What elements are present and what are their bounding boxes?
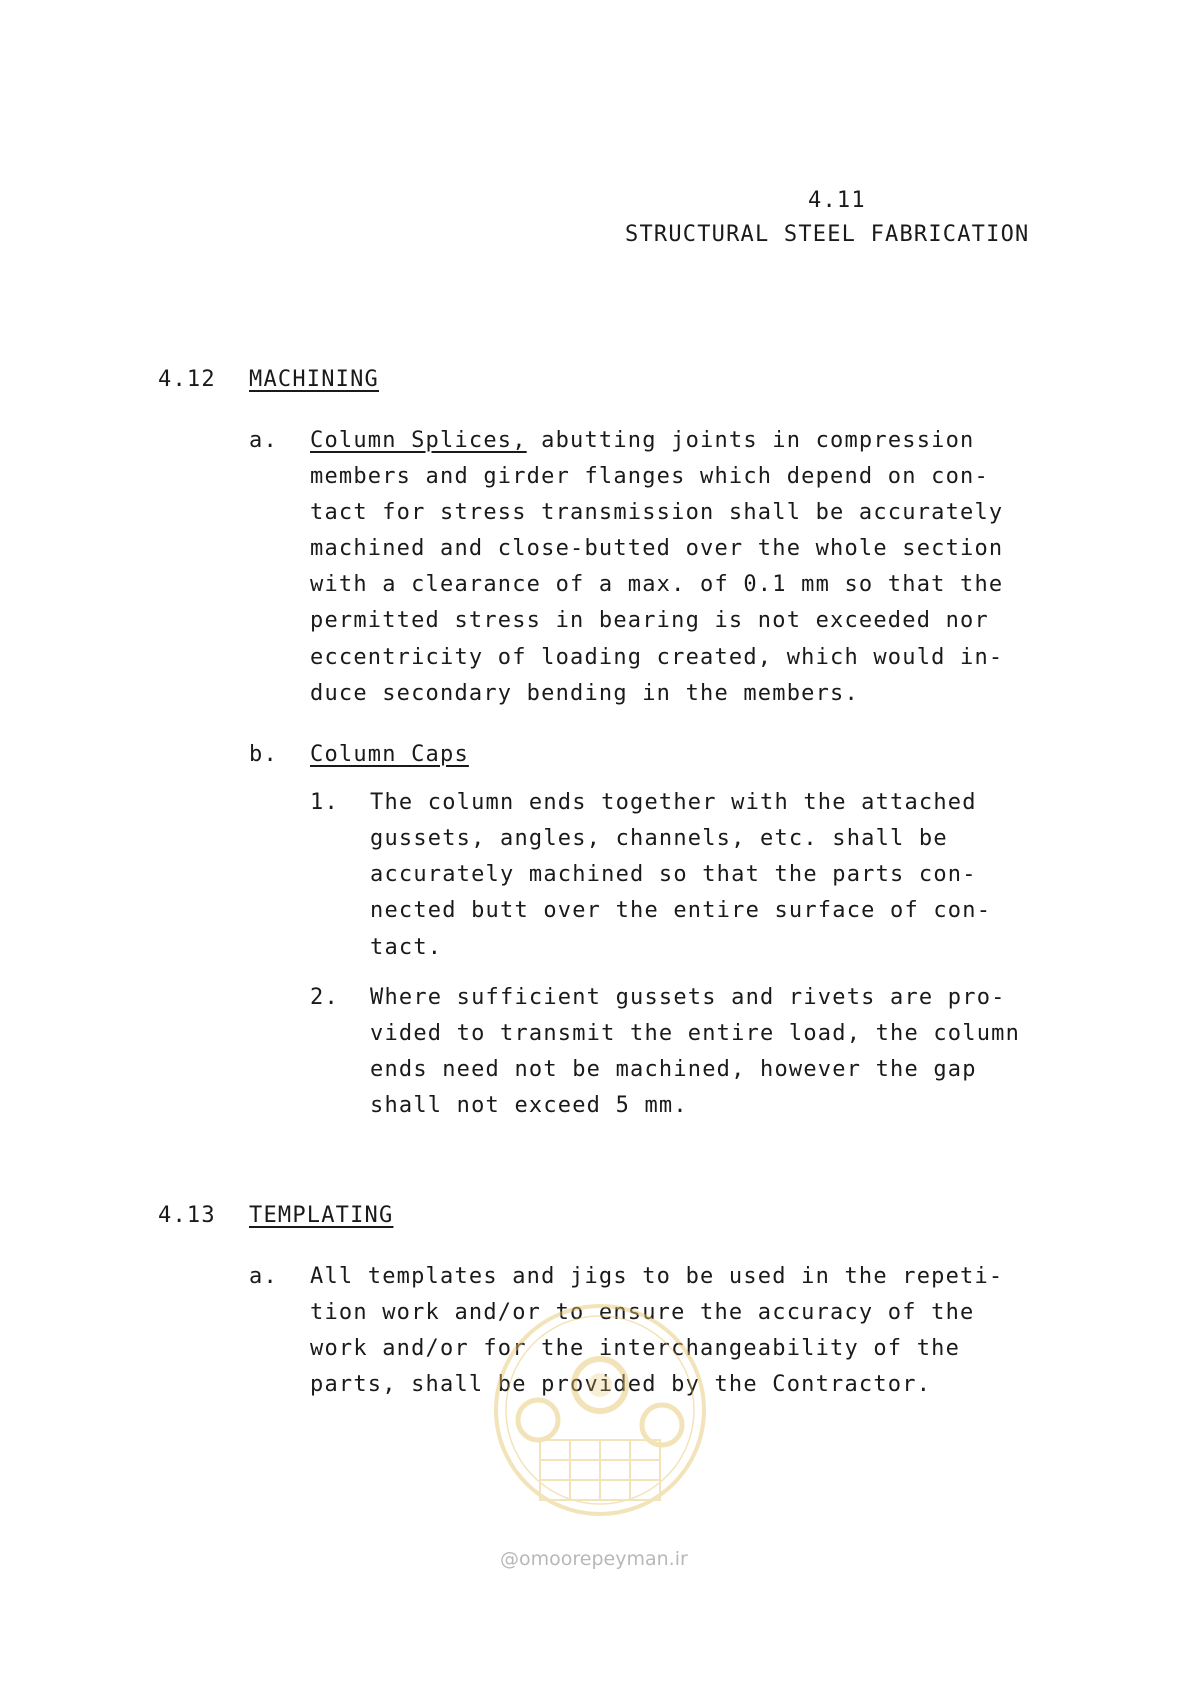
paragraph-line: duce secondary bending in the members.	[310, 681, 859, 706]
paragraph-line: Where sufficient gussets and rivets are pro-	[370, 985, 1006, 1010]
paragraph-line: tion work and/or to ensure the accuracy of the	[310, 1300, 975, 1325]
document-title: STRUCTURAL STEEL FABRICATION	[625, 222, 1030, 247]
item-lead-heading: Column Splices,	[310, 428, 527, 453]
section-number: 4.12	[158, 367, 216, 392]
paragraph-line: All templates and jigs to be used in the repeti-	[310, 1264, 1004, 1289]
item-marker: b.	[249, 742, 278, 767]
subitem-marker: 1.	[310, 790, 339, 815]
section-heading: TEMPLATING	[249, 1203, 394, 1228]
item-marker: a.	[249, 428, 278, 453]
section-heading: MACHINING	[249, 367, 380, 392]
paragraph-line: The column ends together with the attached	[370, 790, 977, 815]
watermark-seal-icon	[490, 1300, 710, 1550]
paragraph-line: work and/or for the interchangeability of the	[310, 1336, 961, 1361]
paragraph-line: tact.	[370, 935, 443, 960]
paragraph-line: vided to transmit the entire load, the column	[370, 1021, 1021, 1046]
item-heading: Column Caps	[310, 742, 469, 767]
paragraph-line: ends need not be machined, however the gap	[370, 1057, 977, 1082]
paragraph-line	[310, 428, 975, 453]
item-marker: a.	[249, 1264, 278, 1289]
paragraph-line: shall not exceed 5 mm.	[370, 1093, 688, 1118]
paragraph-line: nected butt over the entire surface of con-	[370, 898, 992, 923]
paragraph-line: with a clearance of a max. of 0.1 mm so that the	[310, 572, 1004, 597]
paragraph-line: gussets, angles, channels, etc. shall be	[370, 826, 948, 851]
paragraph-line: machined and close-butted over the whole section	[310, 536, 1004, 561]
watermark-text: @omoorepeyman.ir	[500, 1548, 688, 1570]
paragraph-line: accurately machined so that the parts con-	[370, 862, 977, 887]
paragraph-line: tact for stress transmission shall be accurately	[310, 500, 1004, 525]
paragraph-line-text: abutting joints in compression	[541, 428, 975, 453]
paragraph-line: permitted stress in bearing is not exceeded nor	[310, 608, 989, 633]
subitem-marker: 2.	[310, 985, 339, 1010]
page-number: 4.11	[808, 188, 866, 213]
paragraph-line: members and girder flanges which depend on con-	[310, 464, 989, 489]
paragraph-line: parts, shall be provided by the Contractor.	[310, 1372, 932, 1397]
section-number: 4.13	[158, 1203, 216, 1228]
paragraph-line: eccentricity of loading created, which would in-	[310, 645, 1004, 670]
